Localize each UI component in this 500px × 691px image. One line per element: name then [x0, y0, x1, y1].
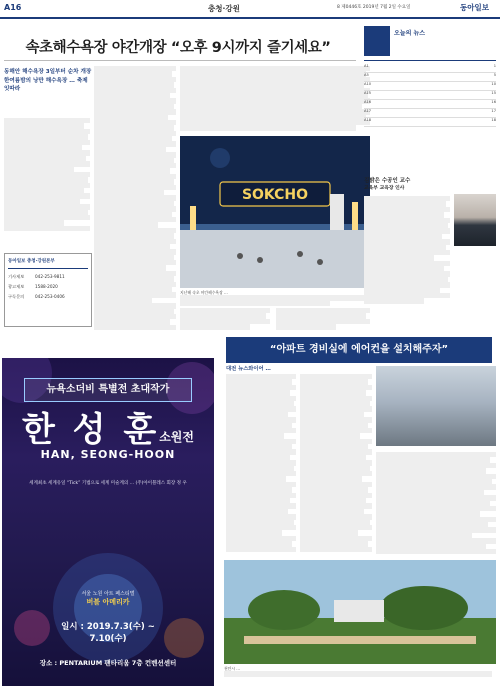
contact-rule [8, 268, 88, 269]
paper-name: 동아일보 [460, 3, 489, 12]
index-item[interactable]: A17 17 [364, 109, 496, 118]
article-column-5 [276, 308, 370, 330]
index-list [364, 64, 496, 127]
svg-text:SOKCHO: SOKCHO [241, 187, 309, 203]
feature-column-2 [300, 374, 372, 552]
article-column-1 [4, 118, 90, 231]
ad-artist-name: 한 성 훈소원전 [22, 410, 194, 450]
article-column-3 [180, 66, 370, 131]
ad-sub-title: 서울 노원 아트 페스티벌 [81, 591, 135, 597]
person-article [364, 196, 450, 304]
contact-label-3: 구독문의 [8, 294, 25, 299]
bottom-photo [224, 560, 496, 664]
logo-box [364, 26, 390, 56]
ad-sub-block [62, 590, 154, 607]
article-photo [180, 136, 370, 288]
header-rule [0, 17, 500, 19]
contact-value-2: 1588-2020 [35, 284, 58, 289]
person-name: 김밝은 수공인 교수 [364, 178, 411, 184]
contact-label-2: 광고제보 [8, 284, 25, 289]
index-item[interactable]: A16 16 [364, 100, 496, 109]
feature-title-bar [226, 337, 492, 363]
index-item[interactable]: A18 18 [364, 118, 496, 127]
night-beach-illustration [180, 136, 370, 288]
feature-column-1 [226, 374, 296, 552]
index-item[interactable]: A1 1 [364, 64, 496, 73]
index-item[interactable]: A10 10 [364, 82, 496, 91]
ad-description: 세계최초 세계유일 “Tick” 기법으로 세계 미술계의 … (주)아이블레스 회장 정 우 [29, 481, 187, 486]
right-title-box: 오늘의 뉴스 [394, 30, 426, 37]
feature-subtitle: 대전 뉴스와이어 … [226, 366, 271, 372]
article-column-4 [180, 308, 270, 330]
ad-artist-roman: HAN, SEONG-HOON [40, 448, 176, 461]
contact-value-1: 042-253-9811 [35, 274, 65, 279]
ad-banner [2, 358, 214, 686]
feature-photo [376, 366, 496, 446]
contact-box [4, 253, 92, 327]
person-photo [454, 194, 496, 246]
main-headline: 속초해수욕장 야간개장 “오후 9시까지 즐기세요” [25, 40, 331, 56]
index-rule [364, 60, 496, 61]
ad-dates: 일시 : 2019.7.3(수) ~ 7.10(수) [61, 622, 155, 644]
feature-title: “아파트 경비실에 에어컨을 설치해주자” [269, 344, 449, 355]
section-title: 충청·강원 [208, 4, 240, 13]
person-title: 교육부 교육장 인사 [364, 186, 405, 191]
park-illustration [224, 560, 496, 664]
page-number: A16 [4, 3, 22, 12]
bottom-photo-caption: 천안시 … [224, 666, 496, 677]
contact-title: 동아일보 충청·강원본부 [8, 259, 55, 264]
issue-info: 8 제0446호 2019년 7월 2일 수요일 [337, 5, 411, 10]
ad-venue: 장소 : PENTARIUM 팬타리움 7층 컨벤션센터 [39, 659, 177, 667]
page-header [0, 0, 500, 18]
article-lead: 동해안 해수욕장 3일부터 순차 개장 한여름밤의 낭만 해수욕장 … 축제 잇따라 [4, 69, 92, 92]
index-item[interactable]: A15 15 [364, 91, 496, 100]
photo-caption: 지난해 속초 야간해수욕장 … [180, 290, 370, 306]
ad-sub-name: 버블 아메리카 [86, 598, 130, 606]
contact-label-1: 기사제보 [8, 274, 25, 279]
article-column-2 [94, 66, 176, 330]
feature-column-3 [376, 452, 496, 554]
headline-rule [4, 60, 356, 61]
ad-badge: 뉴욕소더비 특별전 초대작가 [24, 378, 192, 400]
index-item[interactable]: A5 5 [364, 73, 496, 82]
contact-value-3: 042-253-0406 [35, 294, 65, 299]
